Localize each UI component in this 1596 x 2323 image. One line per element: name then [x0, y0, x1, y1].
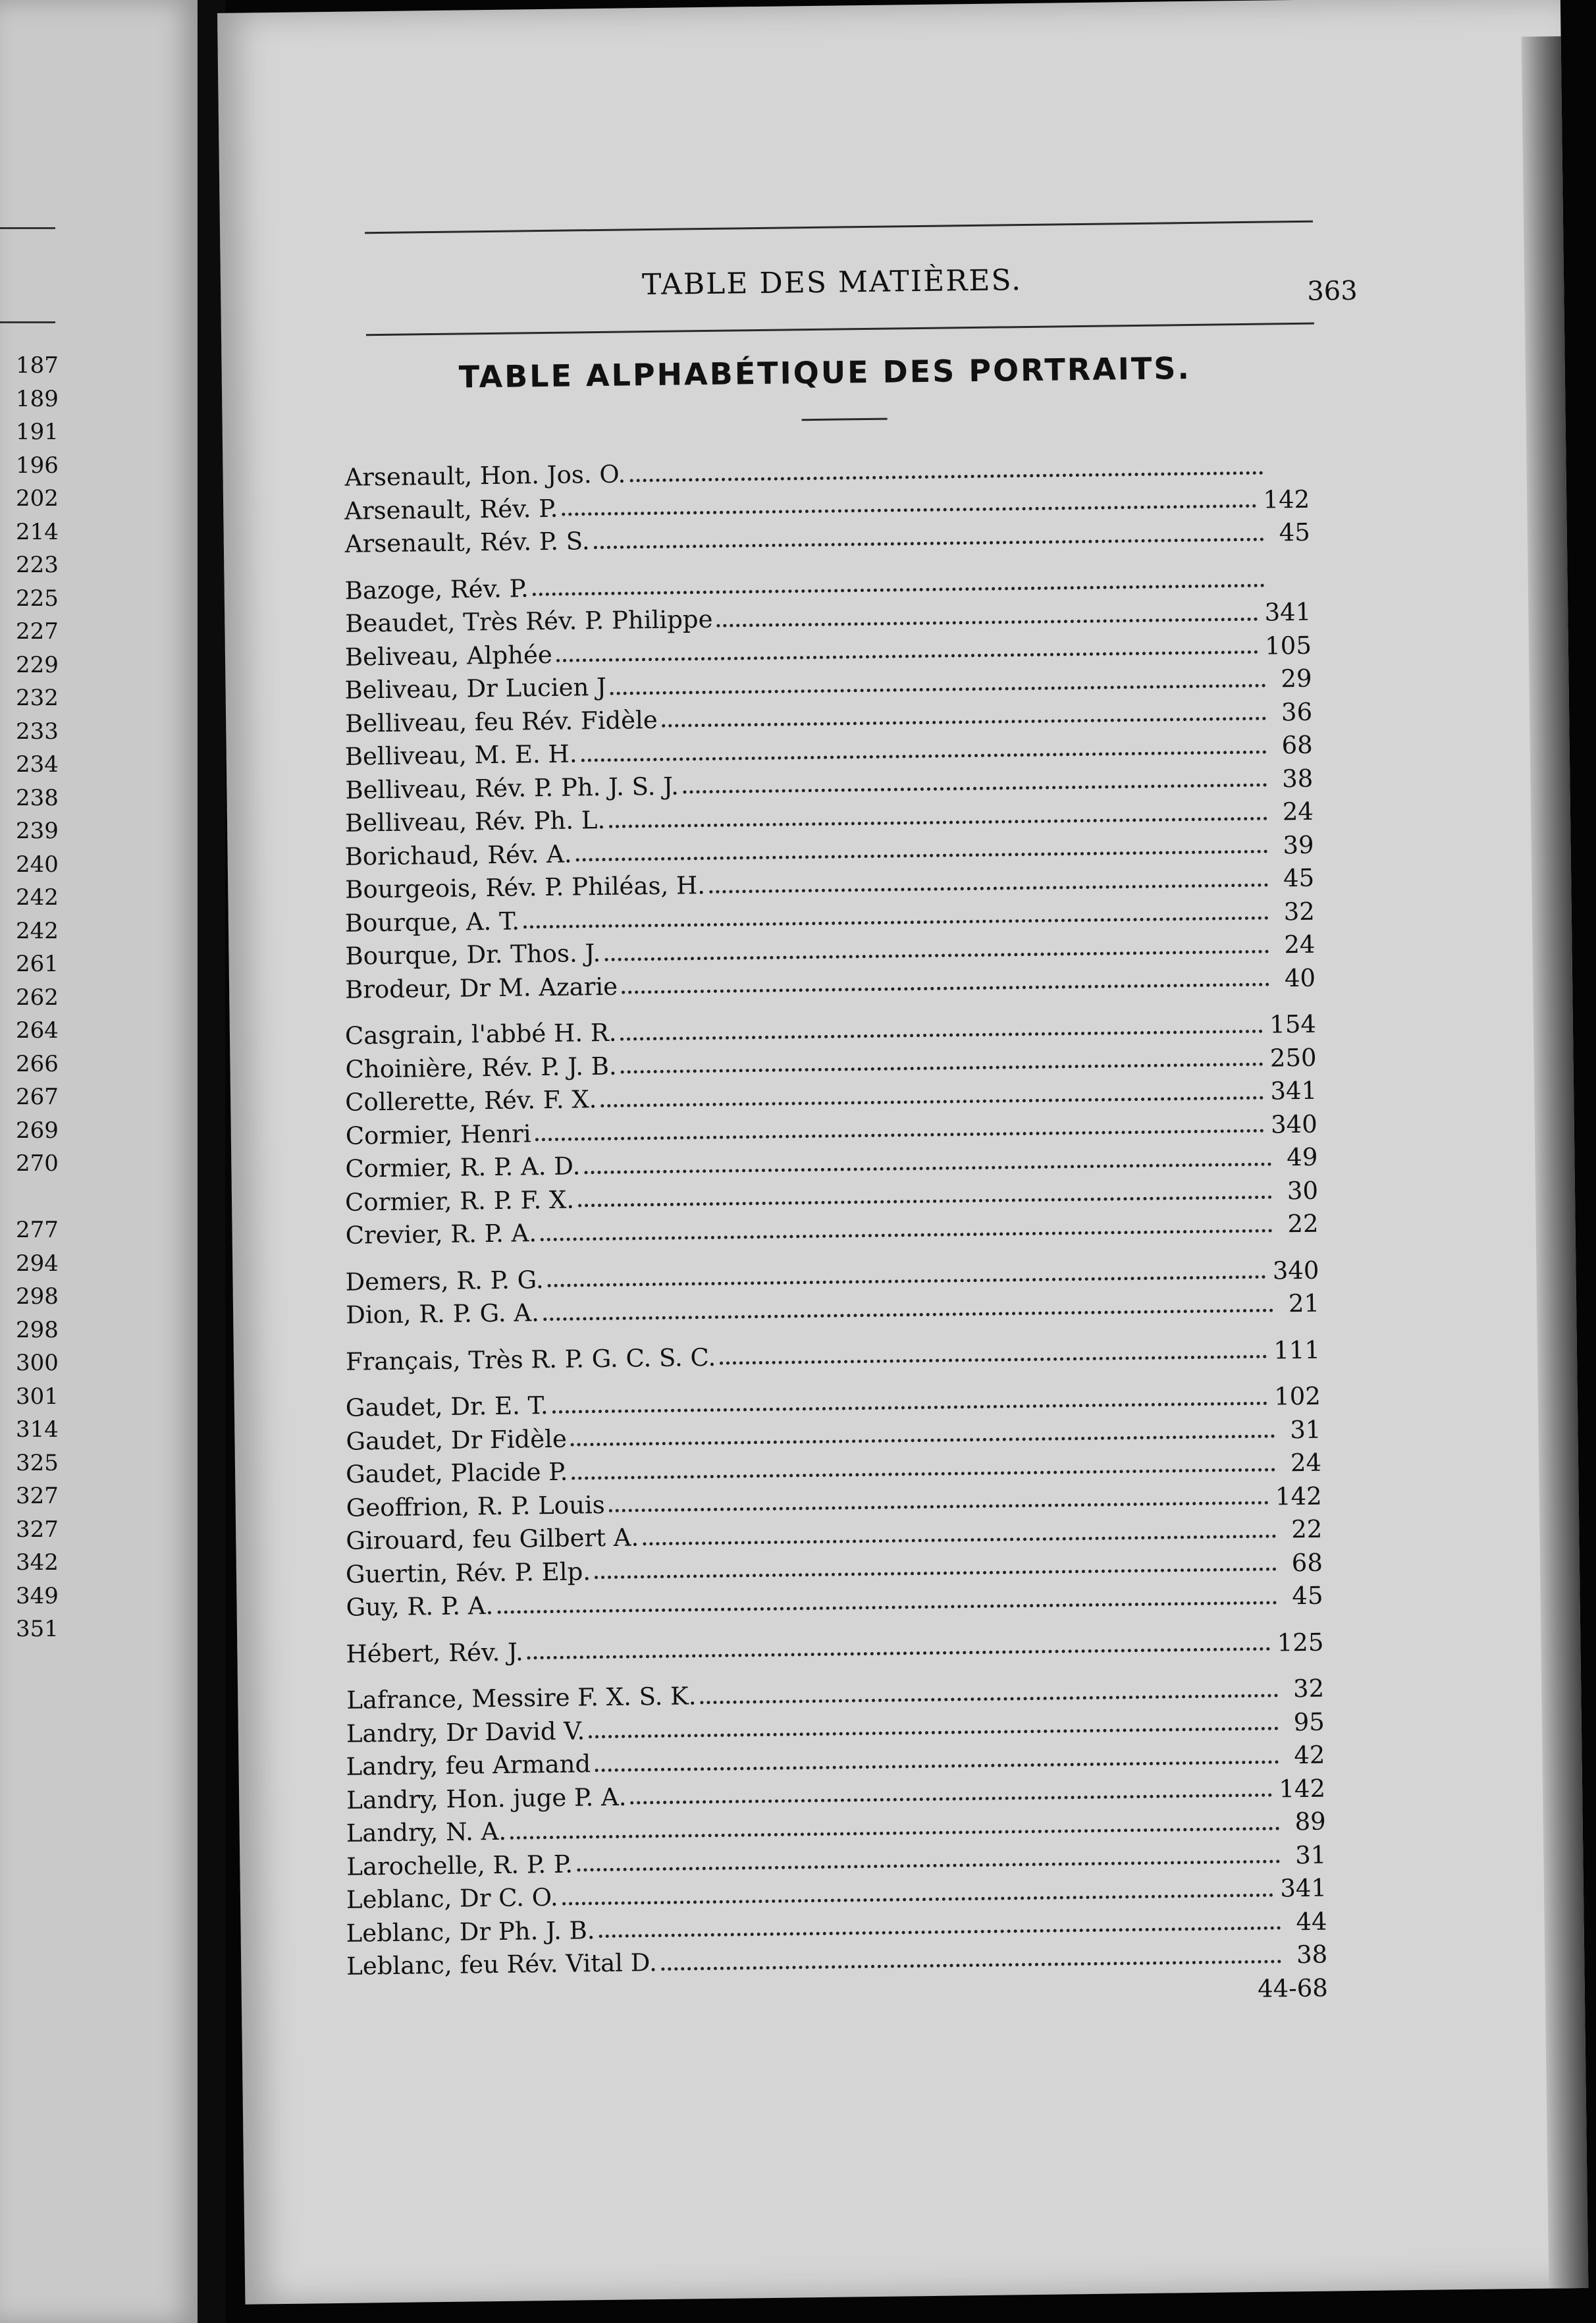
left-page-number: 300: [16, 1350, 59, 1376]
entry-name: Borichaud, Rév. A.: [344, 840, 572, 871]
entry-name: Choinière, Rév. P. J. B.: [345, 1052, 617, 1084]
entry-name: Cormier, R. P. A. D.: [345, 1152, 581, 1183]
entry-name: Landry, N. A.: [346, 1817, 507, 1848]
entry-page-number: 68: [1281, 730, 1313, 760]
entry-page-number: 44-68: [1257, 1973, 1329, 2003]
dot-leader: [609, 1501, 1269, 1512]
left-page-number: 298: [16, 1316, 59, 1343]
dot-leader: [629, 471, 1263, 482]
left-page-number: 261: [16, 951, 59, 977]
left-page-number: 196: [16, 452, 59, 479]
left-page-number: [16, 1181, 59, 1214]
dot-leader: [581, 750, 1267, 762]
dot-leader: [556, 651, 1259, 662]
entry-name: Leblanc, Dr C. O.: [346, 1882, 558, 1914]
dot-leader: [497, 1601, 1277, 1613]
dot-leader: [621, 1029, 1264, 1040]
dot-leader: [720, 1355, 1267, 1365]
entry-page-number: 341: [1280, 1873, 1327, 1903]
dot-leader: [701, 1694, 1279, 1704]
dot-leader: [683, 784, 1267, 794]
dot-leader: [584, 1162, 1271, 1174]
entry-name: Casgrain, l'abbé H. R.: [344, 1018, 617, 1050]
dot-leader: [621, 1063, 1264, 1074]
dot-leader: [709, 883, 1268, 893]
left-page-number: 327: [16, 1483, 59, 1509]
page-number: 363: [1307, 275, 1358, 307]
left-page-number: 240: [16, 851, 59, 878]
dot-leader: [350, 1996, 1251, 2008]
left-page-number: 242: [16, 884, 59, 911]
dot-leader: [662, 717, 1266, 728]
entry-page-number: 24: [1284, 930, 1316, 959]
entry-name: Arsenault, Rév. P. S.: [344, 527, 590, 558]
left-page-number: 267: [16, 1084, 59, 1110]
entry-page-number: 95: [1293, 1707, 1325, 1736]
entry-name: Demers, R. P. G.: [345, 1265, 544, 1296]
entry-name: Guy, R. P. A.: [346, 1591, 494, 1622]
left-page-number: 349: [16, 1582, 59, 1609]
dot-leader: [578, 1196, 1272, 1208]
previous-page-edge: [0, 0, 198, 2323]
entry-name: Collerette, Rév. F. X.: [344, 1085, 597, 1117]
left-page-number: 325: [16, 1449, 59, 1476]
entry-name: Landry, feu Armand: [346, 1749, 591, 1781]
dot-leader: [510, 1827, 1280, 1839]
left-page-number-column: [16, 349, 59, 1646]
entry-page-number: 45: [1279, 518, 1311, 547]
entry-page-number: 31: [1290, 1415, 1321, 1444]
entry-page-number: 32: [1283, 897, 1316, 926]
left-page-number: 202: [16, 485, 59, 512]
left-page-number: 239: [16, 818, 59, 844]
entry-page-number: 45: [1292, 1581, 1323, 1611]
dot-leader: [541, 1229, 1273, 1241]
entry-name: Français, Très R. P. G. C. S. C.: [345, 1343, 716, 1376]
entry-name: Guertin, Rév. P. Elp.: [345, 1557, 591, 1589]
entry-name: Hébert, Rév. J.: [346, 1638, 524, 1669]
entry-page-number: 40: [1284, 963, 1316, 992]
entry-name: Cormier, Henri: [345, 1119, 531, 1150]
entry-name: Landry, Hon. juge P. A.: [346, 1782, 627, 1815]
entry-name: Gaudet, Dr. E. T.: [345, 1391, 548, 1422]
entry-name: Bazoge, Rév. P.: [344, 574, 529, 605]
left-page-number: 266: [16, 1050, 59, 1077]
entry-name: Arsenault, Hon. Jos. O.: [344, 460, 626, 492]
left-page-number: 270: [16, 1150, 59, 1177]
left-page-number: 189: [16, 385, 59, 412]
dot-leader: [552, 1401, 1268, 1413]
entry-page-number: 45: [1283, 863, 1315, 893]
header-bottom-rule: [366, 323, 1314, 336]
entry-name: Belliveau, feu Rév. Fidèle: [344, 705, 658, 738]
dot-leader: [572, 1468, 1275, 1480]
entry-page-number: 39: [1283, 830, 1314, 859]
entry-name: Bourgeois, Rév. P. Philéas, H.: [345, 871, 706, 904]
running-title: TABLE DES MATIÈRES.: [641, 263, 1023, 302]
entry-page-number: 341: [1264, 597, 1312, 627]
entry-name: Lafrance, Messire F. X. S. K.: [346, 1682, 697, 1715]
left-page-number: 351: [16, 1616, 59, 1642]
left-page-number: 214: [16, 518, 59, 545]
entry-page-number: 340: [1270, 1109, 1317, 1139]
entry-page-number: 142: [1279, 1774, 1326, 1803]
title-dash: [802, 418, 888, 421]
entry-name: Belliveau, Rév. Ph. L.: [344, 805, 606, 838]
dot-leader: [523, 917, 1269, 929]
entry-name: Beaudet, Très Rév. P. Philippe: [345, 604, 713, 638]
header-top-rule: [365, 221, 1313, 234]
dot-leader: [610, 683, 1266, 695]
dot-leader: [717, 617, 1258, 627]
entry-page-number: 38: [1296, 1940, 1328, 1969]
dot-leader: [594, 537, 1264, 548]
left-page-number: 269: [16, 1117, 59, 1144]
dot-leader: [548, 1275, 1266, 1287]
dot-leader: [595, 1760, 1279, 1772]
entry-name: Gaudet, Placide P.: [345, 1457, 568, 1489]
page-edge-shadow: [1522, 36, 1589, 2288]
dot-leader: [604, 949, 1269, 961]
entry-page-number: 36: [1281, 697, 1313, 726]
dot-leader: [577, 1859, 1280, 1871]
entry-page-number: 32: [1292, 1674, 1325, 1703]
entry-name: Crevier, R. P. A.: [345, 1219, 537, 1250]
dot-leader: [595, 1568, 1277, 1580]
entry-page-number: 340: [1272, 1256, 1319, 1285]
entry-page-number: 30: [1287, 1176, 1319, 1205]
left-page-number: 225: [16, 585, 59, 612]
entry-name: Belliveau, Rév. P. Ph. J. S. J.: [345, 772, 679, 805]
entry-page-number: 24: [1290, 1448, 1322, 1478]
left-page-number: 298: [16, 1283, 59, 1310]
entry-page-number: 31: [1294, 1840, 1327, 1869]
entry-name: Girouard, feu Gilbert A.: [346, 1523, 639, 1555]
dot-leader: [600, 1096, 1264, 1107]
portrait-index-list: [344, 450, 1328, 2017]
book-page: [217, 0, 1588, 2305]
entry-page-number: 22: [1287, 1209, 1319, 1239]
entry-page-number: 68: [1291, 1548, 1323, 1577]
dot-leader: [535, 1129, 1265, 1142]
index-entry: [346, 1626, 1324, 1671]
dot-leader: [631, 1794, 1273, 1805]
entry-name: Landry, Dr David V.: [346, 1716, 585, 1748]
entry-name: Dion, R. P. G. A.: [345, 1298, 540, 1329]
left-page-number: 314: [16, 1416, 59, 1443]
left-page-rule: [0, 321, 55, 323]
left-page-number: 327: [16, 1516, 59, 1543]
left-page-rule: [0, 227, 55, 229]
left-page-number: 234: [16, 751, 59, 778]
left-page-number: 262: [16, 984, 59, 1011]
index-entry: [346, 1333, 1321, 1379]
entry-page-number: 142: [1263, 485, 1310, 514]
left-page-number: 301: [16, 1383, 59, 1410]
dot-leader: [622, 983, 1269, 994]
entry-name: Gaudet, Dr Fidèle: [346, 1424, 568, 1456]
left-page-number: 238: [16, 784, 59, 811]
left-page-number: 233: [16, 718, 59, 745]
left-page-number: 229: [16, 651, 59, 678]
dot-leader: [562, 1893, 1274, 1905]
left-page-number: 223: [16, 552, 59, 578]
entry-page-number: 21: [1288, 1289, 1320, 1318]
dot-leader: [589, 1727, 1279, 1739]
left-page-number: 342: [16, 1549, 59, 1576]
left-page-number: 242: [16, 917, 59, 944]
entry-page-number: 38: [1281, 764, 1314, 793]
entry-page-number: 42: [1294, 1740, 1325, 1770]
left-page-number: 187: [16, 352, 59, 379]
dot-leader: [543, 1308, 1273, 1321]
entry-page-number: 341: [1270, 1076, 1317, 1106]
entry-page-number: 125: [1277, 1628, 1324, 1657]
dot-leader: [609, 816, 1267, 828]
entry-name: Geoffrion, R. P. Louis: [346, 1490, 605, 1522]
entry-name: Arsenault, Rév. P.: [344, 494, 558, 525]
dot-leader: [527, 1647, 1271, 1660]
left-page-number: 264: [16, 1017, 59, 1044]
entry-name: Bourque, Dr. Thos. J.: [345, 938, 601, 971]
left-page-number: 294: [16, 1250, 59, 1277]
entry-name: Beliveau, Alphée: [344, 640, 553, 672]
section-title: TABLE ALPHABÉTIQUE DES PORTRAITS.: [458, 350, 1192, 395]
entry-name: Beliveau, Dr Lucien J: [344, 672, 607, 705]
left-page-number: 232: [16, 685, 59, 711]
dot-leader: [661, 1960, 1281, 1971]
entry-page-number: 250: [1269, 1043, 1317, 1073]
entry-page-number: 105: [1264, 631, 1312, 660]
entry-name: Larochelle, R. P. P.: [346, 1850, 573, 1881]
entry-page-number: 142: [1275, 1482, 1322, 1511]
entry-page-number: 22: [1290, 1514, 1323, 1544]
entry-page-number: 102: [1273, 1381, 1321, 1411]
entry-page-number: 24: [1282, 797, 1314, 826]
entry-name: Brodeur, Dr M. Azarie: [344, 972, 618, 1004]
left-page-number: 277: [16, 1217, 59, 1243]
dot-leader: [533, 584, 1265, 597]
entry-name: Belliveau, M. E. H.: [344, 739, 577, 771]
entry-name: Cormier, R. P. F. X.: [344, 1185, 575, 1217]
left-page-number: 191: [16, 419, 59, 445]
left-page-number: 227: [16, 618, 59, 645]
entry-page-number: 89: [1294, 1807, 1326, 1836]
entry-page-number: 49: [1286, 1142, 1318, 1172]
entry-page-number: 111: [1273, 1335, 1321, 1365]
dot-leader: [562, 504, 1256, 516]
entry-name: Leblanc, feu Rév. Vital D.: [346, 1948, 658, 1981]
dot-leader: [576, 850, 1268, 862]
entry-name: Leblanc, Dr Ph. J. B.: [346, 1915, 595, 1948]
entry-name: Bourque, A. T.: [344, 906, 520, 938]
dot-leader: [571, 1435, 1275, 1447]
dot-leader: [599, 1926, 1281, 1938]
entry-page-number: 44: [1296, 1907, 1327, 1936]
dot-leader: [643, 1534, 1276, 1545]
entry-page-number: 154: [1269, 1009, 1317, 1039]
entry-page-number: 29: [1281, 664, 1312, 693]
